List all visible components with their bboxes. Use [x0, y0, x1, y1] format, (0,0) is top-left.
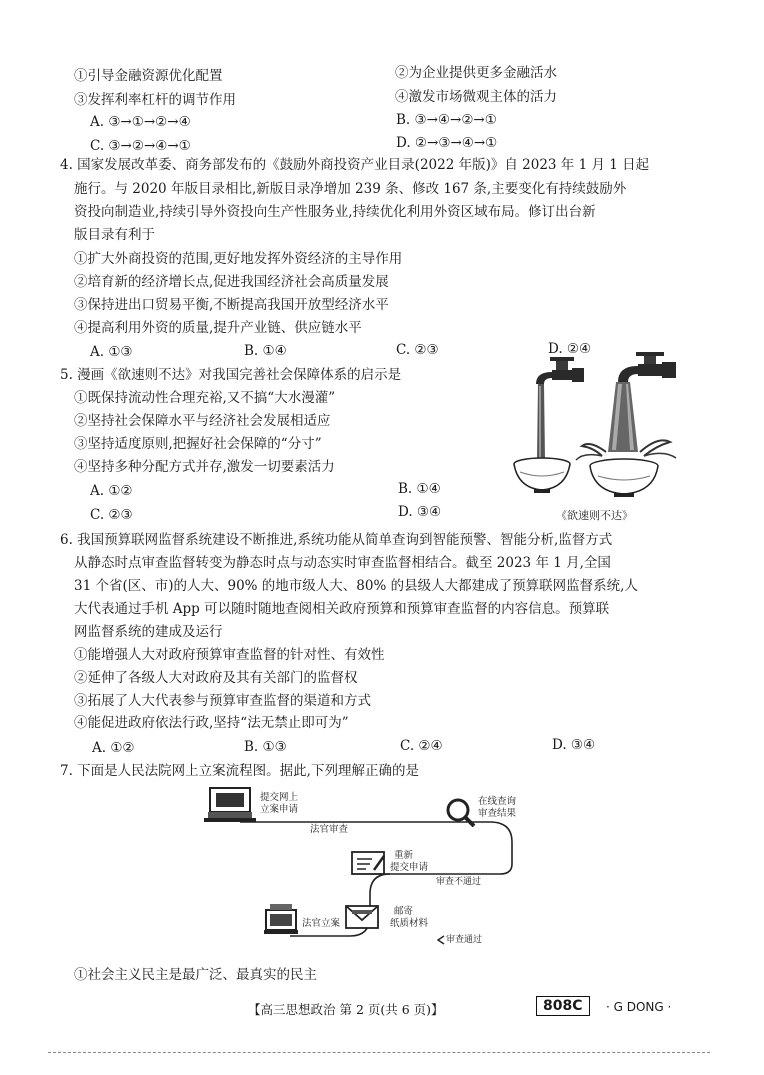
q4-option-b: B. ①④ — [244, 343, 287, 359]
flow-check-line2: 审查结果 — [478, 808, 517, 819]
cartoon-caption: 《欲速则不达》 — [556, 509, 633, 522]
q3-item-2: ②为企业提供更多金融活水 — [395, 65, 557, 81]
flow-not-passed-label: 审查不通过 — [436, 877, 482, 887]
envelope-icon — [346, 906, 378, 928]
q4-item-2: ②培育新的经济增长点,促进我国经济社会高质量发展 — [74, 274, 389, 290]
q5-option-d: D. ③④ — [398, 504, 442, 520]
q3-option-b: B. ③→④→②→① — [396, 112, 497, 128]
q5-option-a: A. ①② — [90, 483, 133, 499]
q4-option-a: A. ①③ — [90, 344, 133, 360]
q5-stem: 5. 漫画《欲速则不达》对我国完善社会保障体系的启示是 — [60, 367, 402, 383]
flow-mail-line2: 纸质材料 — [390, 918, 429, 929]
court-building-icon — [264, 904, 298, 934]
computer-icon — [204, 788, 256, 822]
paper-code-badge: 808C — [536, 996, 590, 1016]
q4-stem-line-2: 施行。与 2020 年版目录相比,新版目录净增加 239 条、修改 167 条,主要变化有持续鼓励外 — [74, 181, 627, 197]
q4-stem-line-1: 4. 国家发展改革委、商务部发布的《鼓励外商投资产业目录(2022 年版)》自 2023 年 1 月 1 日起 — [60, 157, 650, 173]
q3-item-3: ③发挥利率杠杆的调节作用 — [74, 92, 236, 108]
q5-option-c: C. ②③ — [90, 507, 133, 523]
q4-option-d: D. ②④ — [548, 341, 592, 357]
q3-option-a: A. ③→①→②→④ — [90, 114, 191, 130]
q7-stem: 7. 下面是人民法院网上立案流程图。据此,下列理解正确的是 — [60, 763, 419, 779]
q6-stem-line-4: 大代表通过手机 App 可以随时随地查阅相关政府预算和预算审查监督的内容信息。预算联 — [74, 601, 610, 617]
q5-option-b: B. ①④ — [398, 481, 441, 497]
q3-option-c: C. ③→②→④→① — [90, 138, 191, 154]
flowchart — [200, 780, 548, 952]
q6-option-a: A. ①② — [92, 740, 135, 756]
flow-resubmit-line2: 提交申请 — [390, 862, 429, 873]
q6-stem-line-1: 6. 我国预算联网监督系统建设不断推进,系统功能从简单查询到智能预警、智能分析,监督方式 — [60, 532, 613, 548]
flow-register-label: 法官立案 — [302, 918, 341, 929]
flow-court-review-label: 法官审查 — [310, 824, 349, 835]
page-footer-title: 【高三思想政治 第 2 页(共 6 页)】 — [248, 1002, 444, 1017]
q5-item-3: ③坚持适度原则,把握好社会保障的“分寸” — [74, 436, 322, 452]
q5-item-4: ④坚持多种分配方式并存,激发一切要素活力 — [74, 459, 335, 475]
q6-item-3: ③拓展了人大代表参与预算审查监督的渠道和方式 — [74, 693, 371, 709]
q7-item-1: ①社会主义民主是最广泛、最真实的民主 — [74, 967, 317, 983]
document-edit-icon — [352, 852, 384, 874]
q6-option-d: D. ③④ — [552, 737, 596, 753]
q6-option-b: B. ①③ — [244, 739, 287, 755]
q5-item-2: ②坚持社会保障水平与经济社会发展相适应 — [74, 413, 331, 429]
cut-line-divider — [48, 1052, 710, 1053]
faucet-left-icon — [536, 357, 584, 384]
q4-option-c: C. ②③ — [396, 342, 439, 358]
q6-stem-line-3: 31 个省(区、市)的人大、90% 的地市级人大、80% 的县级人大都建成了预算联网监督系统,人 — [74, 578, 638, 594]
q6-item-1: ①能增强人大对政府预算审查监督的针对性、有效性 — [74, 647, 385, 663]
flow-submit-line1: 提交网上 — [260, 792, 299, 803]
q5-item-1: ①既保持流动性合理充裕,又不搞“大水漫灌” — [74, 390, 336, 406]
flow-submit-line2: 立案申请 — [260, 804, 299, 815]
q3-option-d: D. ②→③→④→① — [396, 135, 498, 151]
bowl-right-icon — [590, 459, 658, 497]
q6-item-4: ④能促进政府依法行政,坚持“法无禁止即可为” — [74, 715, 349, 731]
q6-stem-line-5: 网监督系统的建成及运行 — [74, 624, 223, 640]
flow-mail-line1: 邮寄 — [394, 906, 414, 917]
water-stream-right — [608, 382, 638, 452]
q3-item-4: ④激发市场微观主体的活力 — [395, 89, 557, 105]
flow-resubmit-line1: 重新 — [394, 850, 414, 861]
q6-option-c: C. ②④ — [400, 738, 443, 754]
q4-item-3: ③保持进出口贸易平衡,不断提高我国开放型经济水平 — [74, 297, 389, 313]
brand-mark: · G DONG · — [606, 1000, 672, 1014]
q6-item-2: ②延伸了各级人大对政府及其有关部门的监督权 — [74, 670, 358, 686]
faucet-right-icon — [618, 352, 676, 382]
cartoon-illustration — [510, 352, 688, 512]
flow-passed-label: 审查通过 — [446, 935, 483, 945]
flow-check-line1: 在线查询 — [478, 796, 517, 807]
q4-stem-line-4: 版目录有利于 — [74, 227, 155, 243]
q4-item-1: ①扩大外商投资的范围,更好地发挥外资经济的主导作用 — [74, 251, 403, 267]
q4-item-4: ④提高利用外资的质量,提升产业链、供应链水平 — [74, 320, 362, 336]
bowl-left-icon — [514, 458, 570, 493]
q3-item-1: ①引导金融资源优化配置 — [74, 68, 223, 84]
q4-stem-line-3: 资投向制造业,持续引导外资投向生产性服务业,持续优化利用外资区域布局。修订出台新 — [74, 204, 596, 220]
q6-stem-line-2: 从静态时点审查监督转变为静态时点与动态实时审查监督相结合。截至 2023 年 1 月,全国 — [74, 555, 611, 571]
